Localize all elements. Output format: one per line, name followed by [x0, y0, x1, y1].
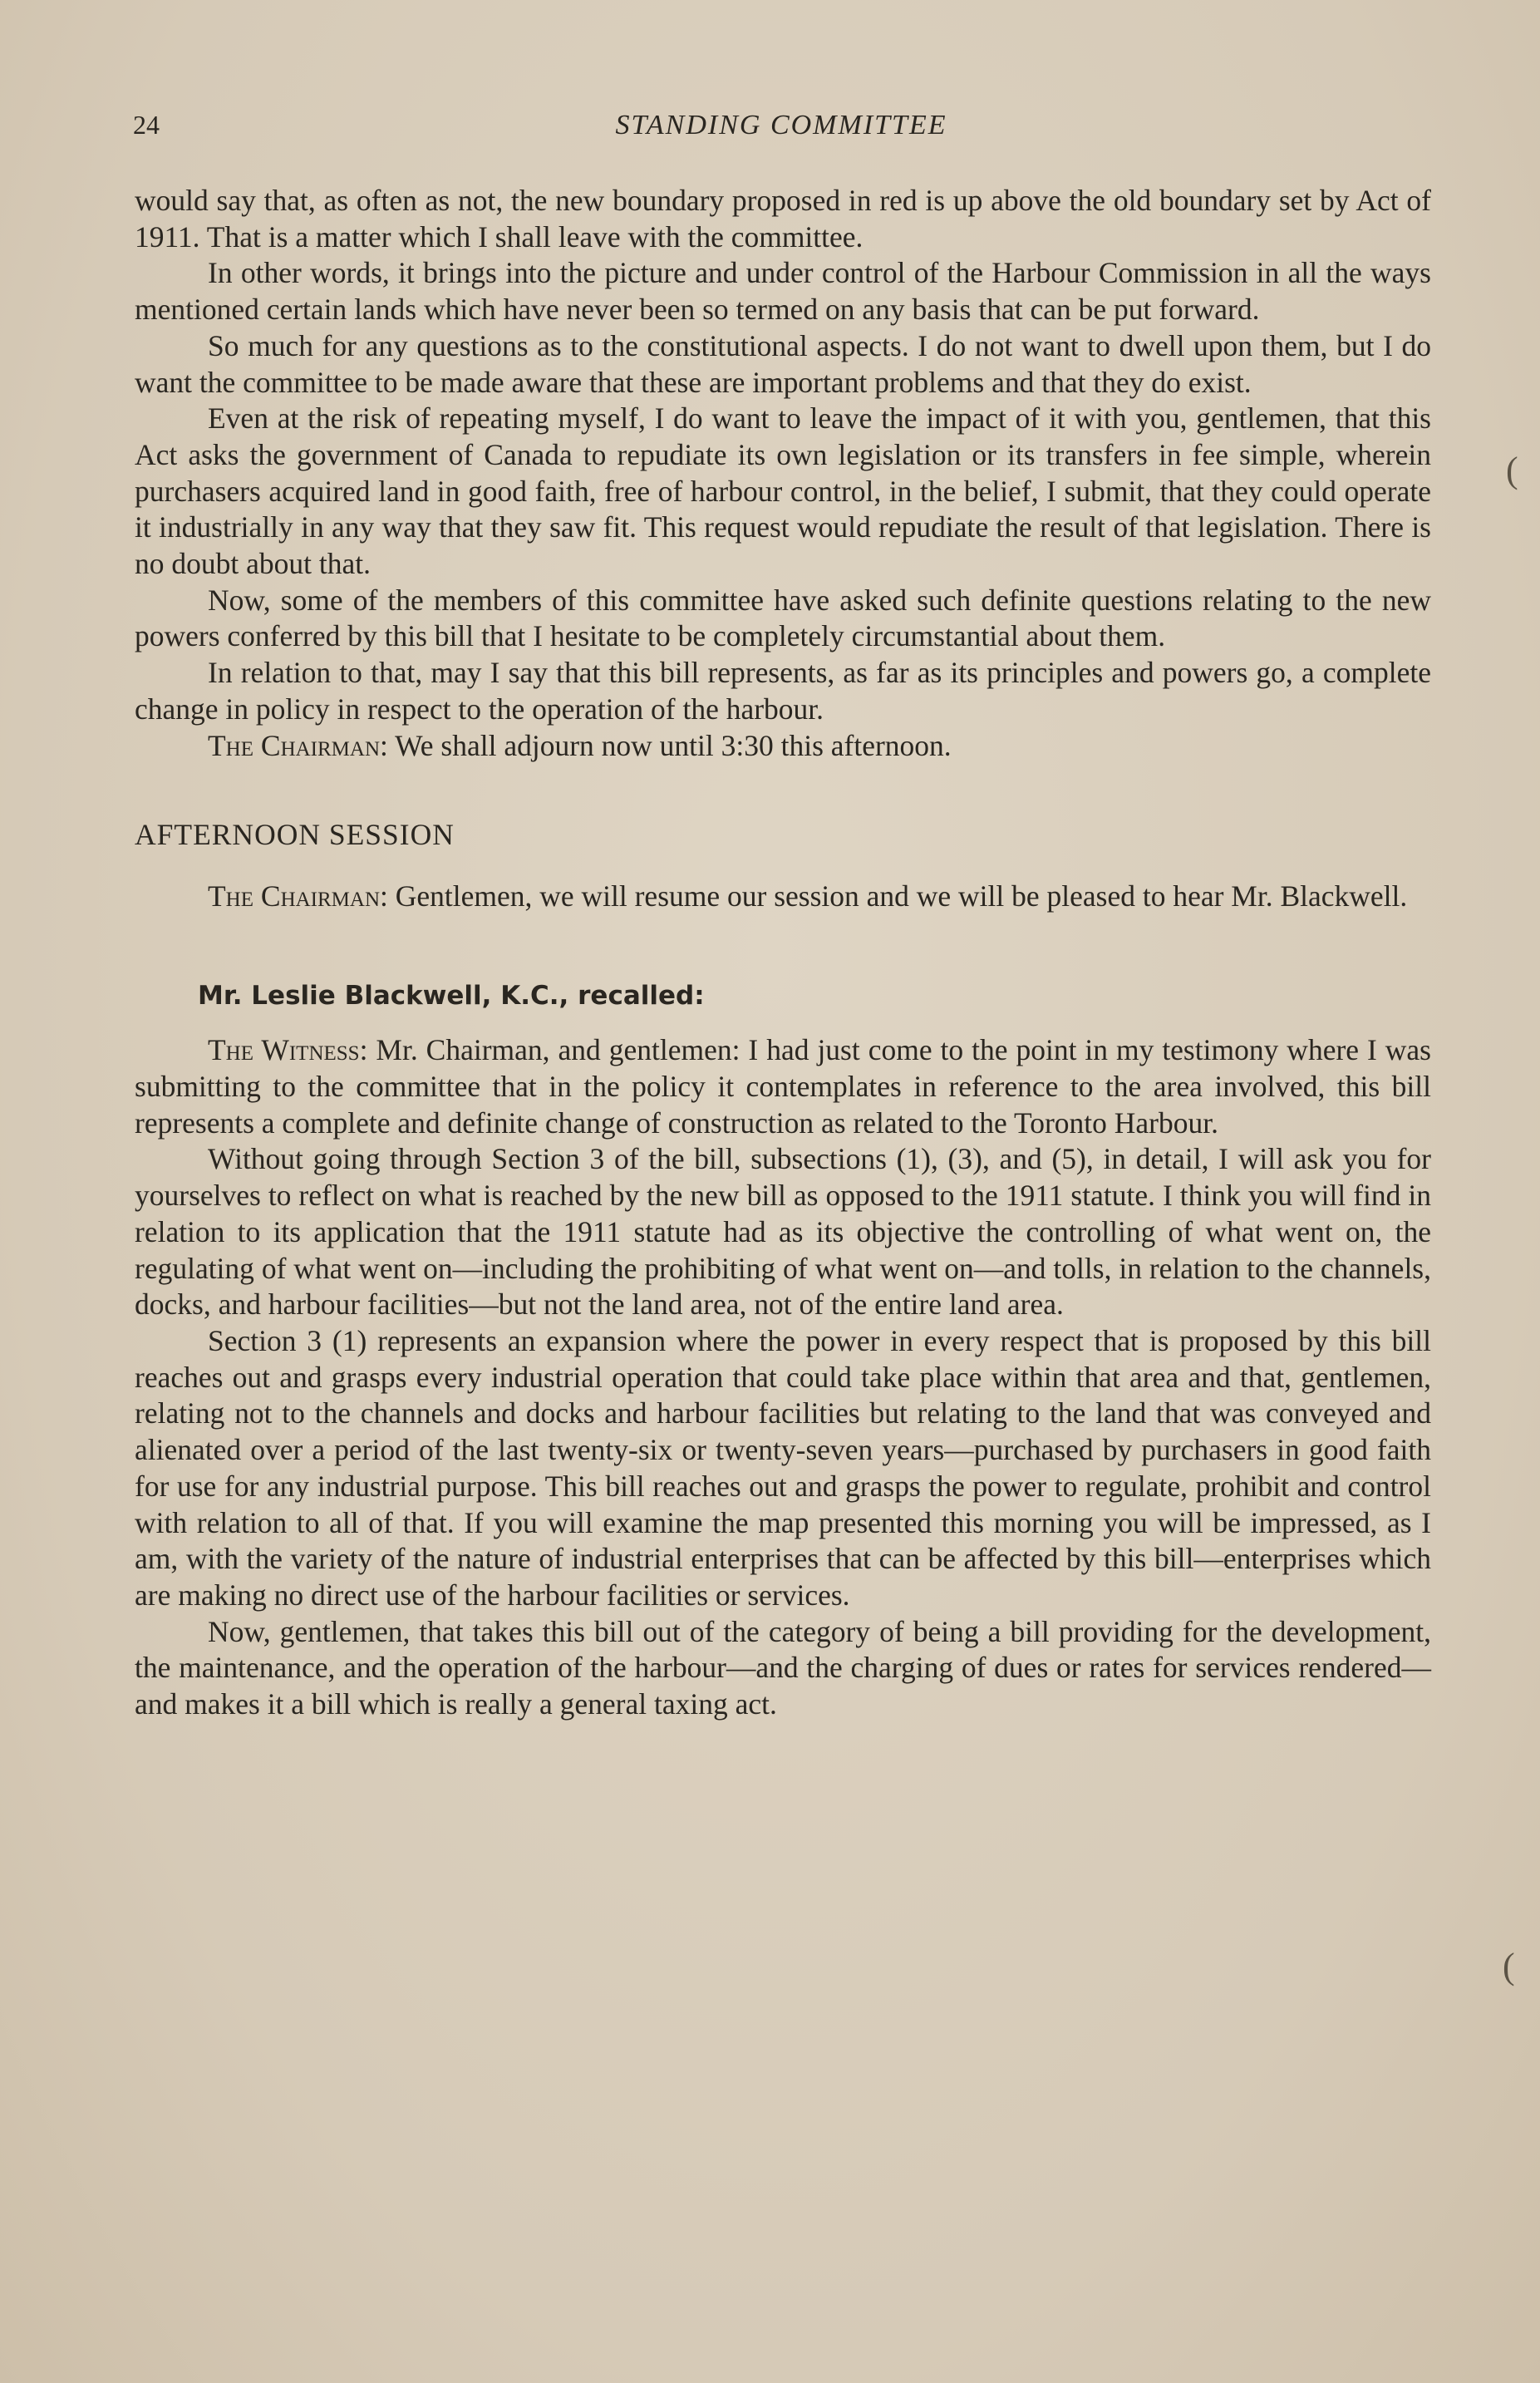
- body-text: [135, 183, 1431, 1723]
- paragraph: would say that, as often as not, the new boundary proposed in red is up above the old boundary set by Act of 1911. That is a matter which I shall leave with the committee.: [135, 184, 1431, 254]
- margin-mark-upper: (: [1506, 450, 1518, 490]
- paragraph: Section 3 (1) represents an expansion where the power in every respect that is proposed by this bill reaches out and grasps every industrial operation that could take place within that area and that, gentlemen, relating not to the channels and docks and harbour facilities but relating to the land that was conveyed and alienated over a period of the last twenty-six or twenty-seven years—purchased by purchasers in good faith for use for any industrial purpose. This bill reaches out and grasps the power to regulate, prohibit and control with relation to all of that. If you will examine the map presented this morning you will be impressed, as I am, with the variety of the nature of industrial enterprises that can be affected by this bill—enterprises which are making no direct use of the harbour facilities or services.: [135, 1323, 1431, 1612]
- margin-mark-lower: (: [1503, 1946, 1515, 1987]
- paragraph-chairman-resume: [135, 879, 1431, 915]
- running-title: STANDING COMMITTEE: [615, 110, 947, 140]
- paragraph: In relation to that, may I say that this bill represents, as far as its principles and powers go, a complete change in policy in respect to the operation of the harbour.: [135, 656, 1431, 726]
- speaker-label: The Witness:: [208, 1033, 368, 1067]
- paragraph-witness: [135, 1032, 1431, 1141]
- speaker-label: The Chairman:: [208, 728, 388, 762]
- paragraph: So much for any questions as to the constitutional aspects. I do not want to dwell upon them, but I do want the committee to be made aware that these are important problems and that they do exist.: [135, 328, 1431, 399]
- speaker-label: The Chairman:: [208, 879, 388, 913]
- speech-text: We shall adjourn now until 3:30 this afternoon.: [395, 728, 952, 762]
- page-header: [133, 110, 1429, 151]
- paragraph: Without going through Section 3 of the bill, subsections (1), (3), and (5), in detail, I will ask you for yourselves to reflect on what is reached by the new bill as opposed to the 1911 statute. I think you will find in relation to its application that the 1911 statute had as its objective the controlling of what went on, the regulating of what went on—including the prohibiting of what went on—and tolls, in relation to the channels, docks, and harbour facilities—but not the land area, not of the entire land area.: [135, 1142, 1431, 1322]
- paragraph: Even at the risk of repeating myself, I do want to leave the impact of it with you, gentlemen, that this Act asks the government of Canada to repudiate its own legislation or its transfers in fee simple, wherein purchasers acquired land in good faith, free of harbour control, in the belief, I submit, that they could operate it industrially in any way that they saw fit. This request would repudiate the result of that legislation. There is no doubt about that.: [135, 401, 1431, 581]
- witness-heading: Mr. Leslie Blackwell, K.C., recalled:: [198, 980, 705, 1011]
- section-heading: AFTERNOON SESSION: [135, 818, 455, 852]
- page-number: 24: [133, 110, 160, 140]
- paragraph: Now, some of the members of this committee have asked such definite questions relating to the new powers conferred by this bill that I hesitate to be completely circumstantial about them.: [135, 583, 1431, 653]
- speech-text: Mr. Chairman, and gentlemen: I had just come to the point in my testimony where I was submitting to the committee that in the policy it contemplates in reference to the area involved, this bill represents a complete and definite change of construction as related to the Toronto Harbour.: [135, 1033, 1431, 1140]
- speech-text: Gentlemen, we will resume our session and we will be pleased to hear Mr. Blackwell.: [395, 879, 1408, 913]
- paragraph: Now, gentlemen, that takes this bill out of the category of being a bill providing for the development, the maintenance, and the operation of the harbour—and the charging of dues or rates for services rendered—and makes it a bill which is really a general taxing act.: [135, 1614, 1431, 1721]
- paragraph: In other words, it brings into the picture and under control of the Harbour Commission in all the ways mentioned certain lands which have never been so termed on any basis that can be put forward.: [135, 256, 1431, 327]
- paragraph-chairman-adjourn: [135, 728, 1431, 765]
